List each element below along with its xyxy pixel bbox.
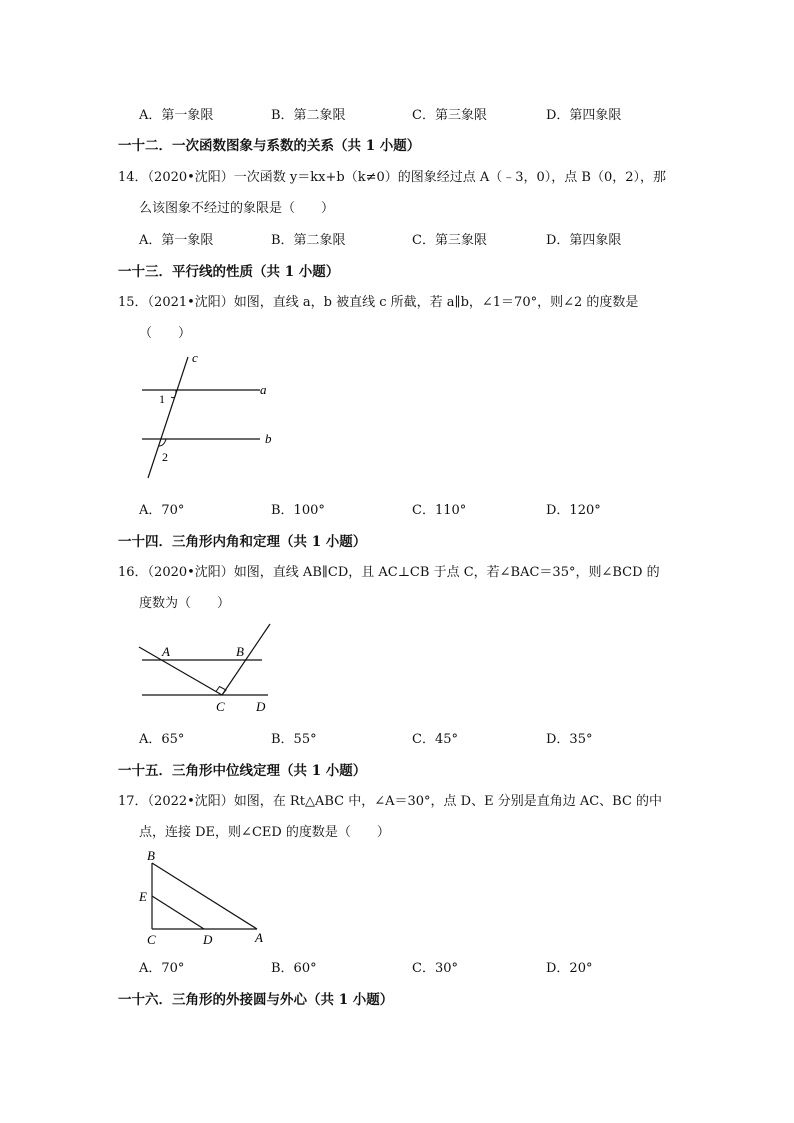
- option-b: B．55°: [271, 732, 317, 747]
- parallel-perpendicular-figure: [130, 618, 280, 716]
- option-a: A．65°: [139, 732, 185, 747]
- parallel-lines-figure: [130, 350, 290, 485]
- option-d: D．35°: [546, 732, 593, 747]
- label-d: D: [203, 932, 213, 947]
- question-15-line-1: 15．（2021•沈阳）如图，直线 a，b 被直线 c 所截，若 a∥b，∠1＝70°，则∠2 的度数是: [118, 295, 639, 310]
- option-b: B．第二象限: [271, 108, 346, 123]
- label-a: a: [260, 382, 267, 397]
- label-c: C: [216, 699, 225, 714]
- side-ab: [152, 863, 257, 929]
- option-d: D．第四象限: [546, 108, 622, 123]
- option-d: D．20°: [546, 961, 593, 976]
- segment-de: [152, 896, 204, 929]
- label-e: E: [139, 889, 147, 904]
- option-a: A．70°: [139, 503, 185, 518]
- option-c: C．45°: [412, 732, 458, 747]
- question-14-line-2: 么该图象不经过的象限是（ ）: [139, 201, 335, 216]
- option-b: B．第二象限: [271, 233, 346, 248]
- label-d: D: [256, 699, 266, 714]
- label-b: B: [236, 644, 244, 659]
- option-a: A．第一象限: [139, 108, 214, 123]
- section-heading: 一十二．一次函数图象与系数的关系（共 1 小题）: [118, 138, 421, 154]
- option-a: A．第一象限: [139, 233, 214, 248]
- section-heading: 一十四．三角形内角和定理（共 1 小题）: [118, 534, 367, 550]
- question-14-line-1: 14．（2020•沈阳）一次函数 y＝kx+b（k≠0）的图象经过点 A（﹣3，0），点 B（0，2），那: [118, 170, 667, 185]
- segment-ac: [139, 647, 222, 695]
- section-heading: 一十六．三角形的外接圆与外心（共 1 小题）: [118, 992, 394, 1008]
- option-d: D．120°: [546, 503, 601, 518]
- option-b: B．60°: [271, 961, 317, 976]
- label-b: b: [265, 431, 272, 446]
- option-c: C．30°: [412, 961, 458, 976]
- question-17-line-1: 17．（2022•沈阳）如图，在 Rt△ABC 中，∠A＝30°，点 D、E 分别是直角边 AC、BC 的中: [118, 794, 663, 809]
- section-heading: 一十三．平行线的性质（共 1 小题）: [118, 264, 340, 280]
- question-17-line-2: 点，连接 DE，则∠CED 的度数是（ ）: [139, 825, 390, 840]
- option-a: A．70°: [139, 961, 185, 976]
- label-angle-1: 1: [159, 392, 165, 406]
- question-15-line-2: （ ）: [139, 326, 192, 341]
- line-c: [148, 357, 188, 478]
- option-c: C．第三象限: [412, 108, 487, 123]
- label-angle-2: 2: [162, 450, 168, 464]
- right-triangle-figure: [135, 845, 275, 950]
- angle-1-arc: [171, 390, 176, 398]
- option-d: D．第四象限: [546, 233, 622, 248]
- question-16-line-1: 16．（2020•沈阳）如图，直线 AB∥CD，且 AC⊥CB 于点 C，若∠BAC＝35°，则∠BCD 的: [118, 565, 660, 580]
- section-heading: 一十五．三角形中位线定理（共 1 小题）: [118, 763, 367, 779]
- label-a: A: [162, 644, 170, 659]
- option-c: C．110°: [412, 503, 467, 518]
- label-c: C: [147, 932, 156, 947]
- label-a: A: [255, 930, 263, 945]
- label-b: B: [147, 848, 155, 863]
- label-c: c: [192, 350, 198, 365]
- option-b: B．100°: [271, 503, 325, 518]
- question-16-line-2: 度数为（ ）: [139, 596, 231, 611]
- option-c: C．第三象限: [412, 233, 487, 248]
